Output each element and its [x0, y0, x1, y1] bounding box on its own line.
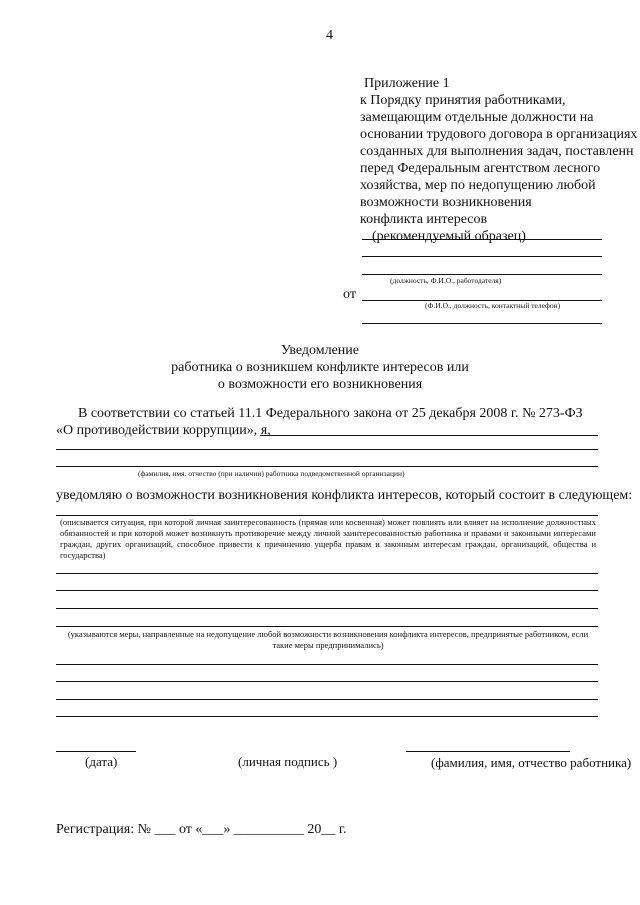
- from-label: от: [343, 287, 356, 302]
- appendix-line: замещающим отдельные должности на: [360, 110, 594, 125]
- write-line: [56, 573, 598, 574]
- name-line: [56, 466, 598, 467]
- addressee-line: [362, 274, 602, 275]
- appendix-line: основании трудового договора в организациях: [360, 127, 638, 142]
- doc-subtitle: работника о возникшем конфликте интересов или: [171, 360, 469, 375]
- sample-note: (рекомендуемый образец): [372, 229, 526, 244]
- employee-name-label: (фамилия, имя, отчество работника): [431, 755, 632, 770]
- appendix-line: к Порядку принятия работниками,: [360, 93, 566, 108]
- notify-text: уведомляю о возможности возникновения конфликта интересов, который состоит в следующем:: [56, 488, 633, 503]
- name-line: [260, 435, 598, 436]
- doc-title: Уведомление: [280, 343, 359, 358]
- position-caption: (должность, Ф.И.О., работодателя): [390, 276, 502, 285]
- situation-caption: (описывается ситуация, при которой личная заинтересованность (прямая или косвенная) может повлиять или влияет на исполнение должностных обязанностей и при которой может возникнуть противоречие между личной заинтересованностью работника и правами и законными интересами граждан, других организаций, способное привести к причинению ущерба правам и законным интересам граждан, организаций, общества и государства): [60, 517, 596, 560]
- measures-caption: (указываются меры, направленные на недопущение любой возможности возникновения конфликта интересов, предпринятые работником, если такие меры предпринимались): [67, 629, 589, 650]
- intro-text: В соответствии со статьей 11.1 Федерального закона от 25 декабря 2008 г. № 273-ФЗ: [78, 406, 583, 421]
- contact-caption: (Ф.И.О., должность, контактный телефон): [425, 301, 561, 310]
- contact-line: [362, 323, 602, 324]
- appendix-line: конфликта интересов: [360, 212, 488, 227]
- name-sign-line: [406, 751, 570, 752]
- write-line: [56, 590, 598, 591]
- appendix-header: [360, 75, 638, 245]
- name-caption: (фамилия, имя, отчество (при наличии) работника подведомственной организации): [138, 469, 405, 478]
- date-line: [56, 751, 136, 752]
- appendix-line: возможности возникновения: [360, 195, 532, 210]
- addressee-line: [362, 256, 602, 257]
- write-line: [56, 664, 598, 665]
- name-line: [56, 449, 598, 450]
- date-label: (дата): [85, 754, 118, 769]
- page-number: 4: [326, 28, 333, 43]
- write-line: [56, 608, 598, 609]
- intro-text: «О противодействии коррупции», я,: [56, 423, 271, 438]
- write-line: [56, 681, 598, 682]
- appendix-line: созданных для выполнения задач, поставленн: [360, 144, 634, 159]
- appendix-line: Приложение 1: [364, 76, 450, 91]
- situation-line: [56, 515, 598, 516]
- write-line: [56, 716, 598, 717]
- write-line: [56, 626, 598, 627]
- write-line: [56, 699, 598, 700]
- appendix-line: перед Федеральным агентством лесного: [360, 161, 601, 176]
- doc-subtitle: о возможности его возникновения: [217, 377, 423, 392]
- addressee-line: [362, 239, 602, 240]
- signature-label: (личная подпись ): [238, 754, 338, 769]
- appendix-line: хозяйства, мер по недопущению любой: [360, 178, 596, 193]
- registration-text: Регистрация: № ___ от «___» __________ 20__ г.: [56, 822, 347, 837]
